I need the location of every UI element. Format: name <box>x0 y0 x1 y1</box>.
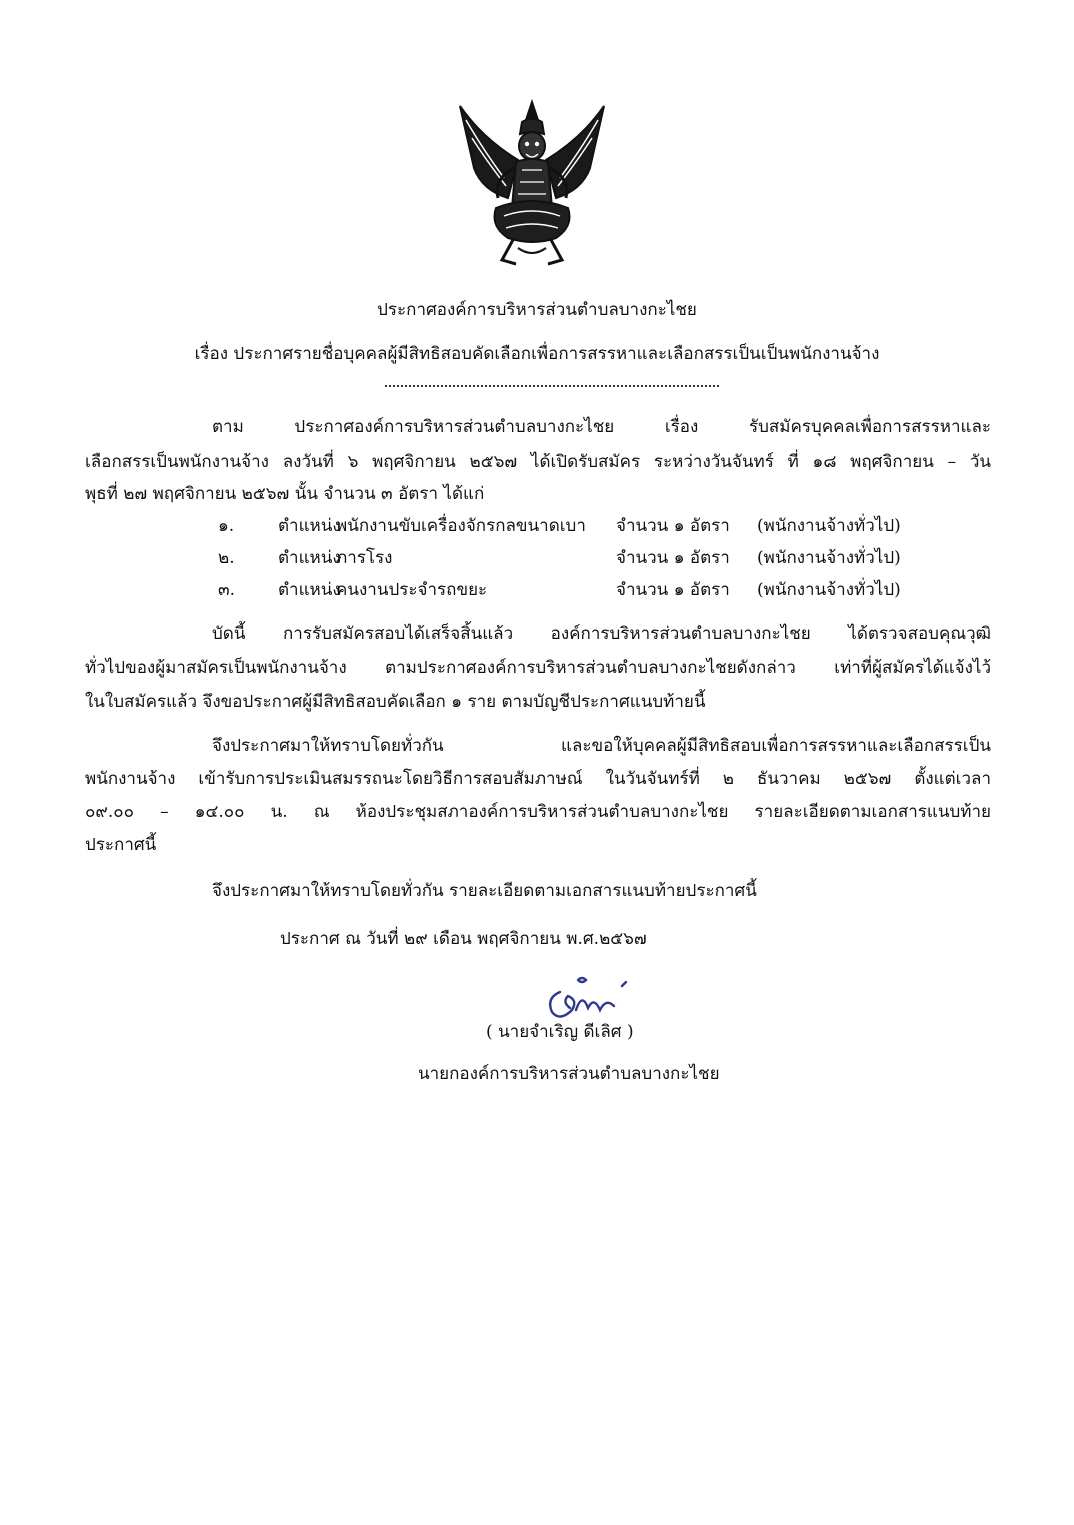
position-type: (พนักงานจ้างทั่วไป) <box>757 580 901 600</box>
para1-line2: เลือกสรรเป็นพนักงานจ้าง ลงวันที่ ๖ พฤศจิกายน ๒๕๖๗ ได้เปิดรับสมัคร ระหว่างวันจันทร์ ที่ ๑๘ พฤศจิกายน – วัน <box>85 452 991 472</box>
para3-line2: พนักงานจ้าง เข้ารับการประเมินสมรรถนะโดยวิธีการสอบสัมภาษณ์ ในวันจันทร์ที่ ๒ ธันวาคม ๒๕๖๗ ตั้งแต่เวลา <box>85 769 991 789</box>
para3-line1: จึงประกาศมาให้ทราบโดยทั่วกัน และขอให้บุคคลผู้มีสิทธิสอบเพื่อการสรรหาและเลือกสรรเป็น <box>212 736 991 756</box>
position-number: ๒. <box>218 548 235 568</box>
position-label: ตำแหน่ง <box>278 516 341 536</box>
para1-line1: ตาม ประกาศองค์การบริหารส่วนตำบลบางกะไชย เรื่อง รับสมัครบุคคลเพื่อการสรรหาและ <box>212 417 991 437</box>
position-label: ตำแหน่ง <box>278 548 341 568</box>
signer-title: นายกองค์การบริหารส่วนตำบลบางกะไชย <box>418 1064 720 1084</box>
signer-name: ( นายจำเริญ ดีเลิศ ) <box>486 1022 634 1042</box>
office-heading: ประกาศองค์การบริหารส่วนตำบลบางกะไชย <box>377 300 697 320</box>
position-label: ตำแหน่ง <box>278 580 341 600</box>
para2-line3: ในใบสมัครแล้ว จึงขอประกาศผู้มีสิทธิสอบคัดเลือก ๑ ราย ตามบัญชีประกาศแนบท้ายนี้ <box>85 692 706 712</box>
closing-statement: จึงประกาศมาให้ทราบโดยทั่วกัน รายละเอียดตามเอกสารแนบท้ายประกาศนี้ <box>212 881 757 901</box>
position-name: คนงานประจำรถขยะ <box>336 580 488 600</box>
para1-line3: พุธที่ ๒๗ พฤศจิกายน ๒๕๖๗ นั้น จำนวน ๓ อัตรา ได้แก่ <box>85 484 485 504</box>
para3-line4: ประกาศนี้ <box>85 835 157 855</box>
garuda-emblem-icon <box>452 98 612 268</box>
para3-line3: ๐๙.๐๐ – ๑๔.๐๐ น. ณ ห้องประชุมสภาองค์การบริหารส่วนตำบลบางกะไชย รายละเอียดตามเอกสารแนบท้าย <box>85 802 991 822</box>
para2-line2: ทั่วไปของผู้มาสมัครเป็นพนักงานจ้าง ตามประกาศองค์การบริหารส่วนตำบลบางกะไชยดังกล่าว เท่าที่ผู้สมัครได้แจ้งไว้ <box>85 658 991 678</box>
position-type: (พนักงานจ้างทั่วไป) <box>757 548 901 568</box>
position-name: ภารโรง <box>336 548 393 568</box>
position-name: พนักงานขับเครื่องจักรกลขนาดเบา <box>336 516 586 536</box>
position-number: ๑. <box>218 516 235 536</box>
position-number: ๓. <box>218 580 236 600</box>
position-type: (พนักงานจ้างทั่วไป) <box>757 516 901 536</box>
dotted-separator <box>385 385 719 387</box>
announcement-date: ประกาศ ณ วันที่ ๒๙ เดือน พฤศจิกายน พ.ศ.๒๕๖๗ <box>280 929 647 949</box>
position-count: จำนวน ๑ อัตรา <box>616 516 730 536</box>
subject-heading: เรื่อง ประกาศรายชื่อบุคคลผู้มีสิทธิสอบคัดเลือกเพื่อการสรรหาและเลือกสรรเป็นเป็นพนักงานจ้าง <box>194 344 880 364</box>
para2-line1: บัดนี้ การรับสมัครสอบได้เสร็จสิ้นแล้ว องค์การบริหารส่วนตำบลบางกะไชย ได้ตรวจสอบคุณวุฒิ <box>212 624 991 644</box>
position-count: จำนวน ๑ อัตรา <box>616 580 730 600</box>
position-count: จำนวน ๑ อัตรา <box>616 548 730 568</box>
